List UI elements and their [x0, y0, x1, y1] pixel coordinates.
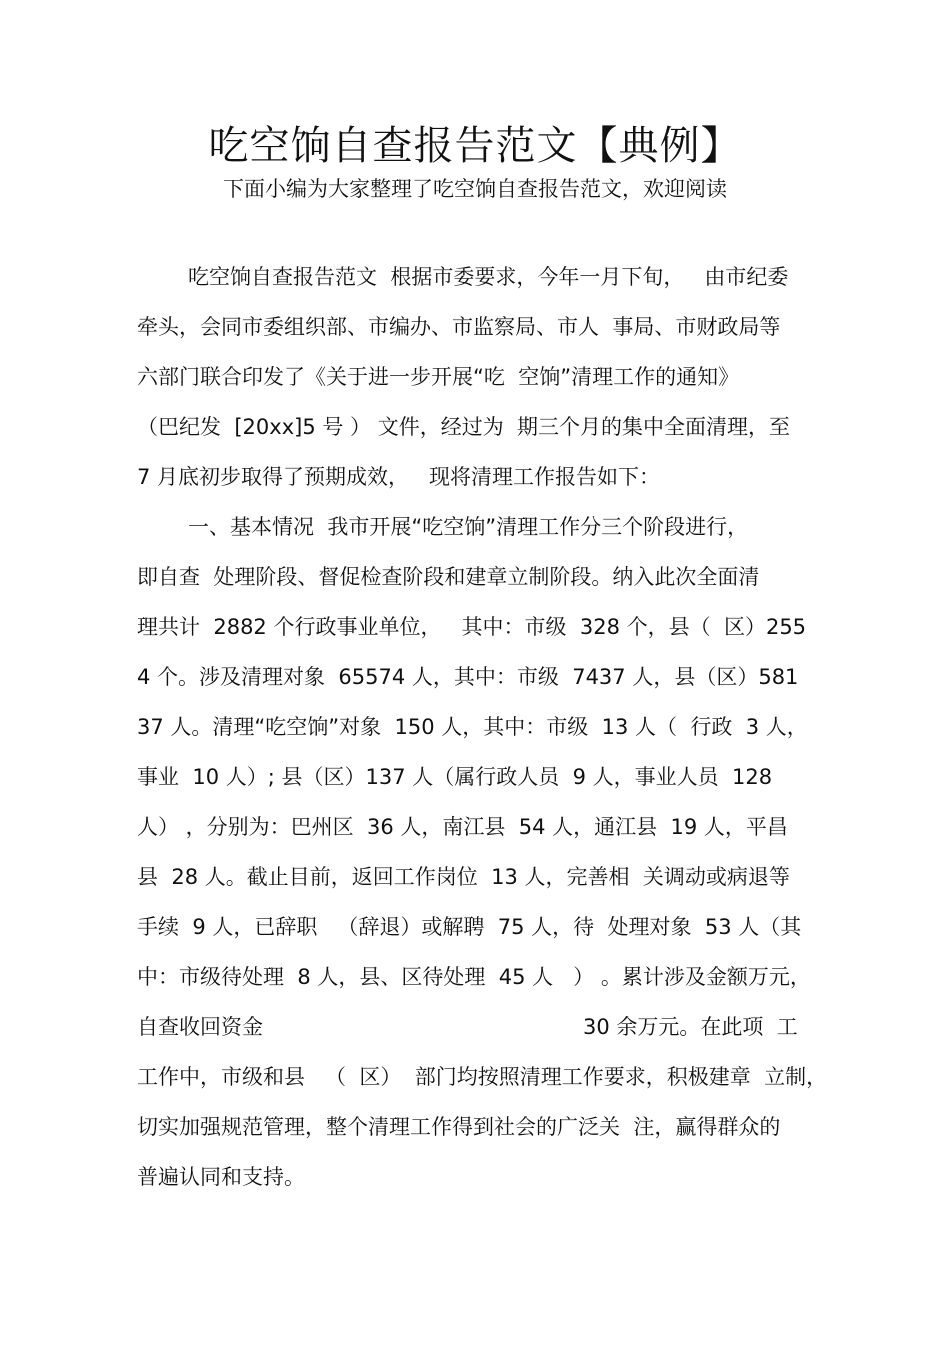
- document-title: 吃空饷自查报告范文【典例】: [208, 123, 742, 169]
- paragraph-line: 中：市级待处理 8 人，县、区待处理 45 人 ） 。累计涉及金额万元，: [137, 965, 811, 989]
- paragraph-line: 手续 9 人，已辞职 （辞退）或解聘 75 人，待 处理对象 53 人（其: [137, 915, 802, 939]
- paragraph-line: 即自查 处理阶段、督促检查阶段和建章立制阶段。纳入此次全面清: [137, 565, 760, 589]
- paragraph-line-continuation: 30 余万元。在此项 工: [583, 1015, 798, 1039]
- paragraph-line: 人） ，分别为：巴州区 36 人，南江县 54 人，通江县 19 人，平昌: [137, 815, 788, 839]
- document-subtitle: 下面小编为大家整理了吃空饷自查报告范文，欢迎阅读: [223, 177, 727, 201]
- paragraph-line: 4 个。涉及清理对象 65574 人，其中：市级 7437 人，县（区）581: [137, 665, 799, 689]
- paragraph-line: 7 月底初步取得了预期成效， 现将清理工作报告如下：: [137, 465, 661, 489]
- paragraph-line: 事业 10 人）; 县（区）137 人（属行政人员 9 人，事业人员 128: [137, 765, 773, 789]
- paragraph-line: 工作中，市级和县 （ 区） 部门均按照清理工作要求，积极建章 立制，: [137, 1065, 828, 1089]
- paragraph-line: 37 人。清理“吃空饷”对象 150 人，其中：市级 13 人（ 行政 3 人，: [137, 715, 808, 739]
- paragraph-line: （巴纪发 [20xx]5 号 ） 文件，经过为 期三个月的集中全面清理，至: [137, 415, 791, 439]
- paragraph-line: 理共计 2882 个行政事业单位， 其中：市级 328 个，县（ 区）255: [137, 615, 807, 639]
- paragraph-line: 普遍认同和支持。: [137, 1165, 305, 1189]
- paragraph-line: 六部门联合印发了《关于进一步开展“吃 空饷”清理工作的通知》: [137, 365, 740, 389]
- paragraph-line: 切实加强规范管理，整个清理工作得到社会的广泛关 注，赢得群众的: [137, 1115, 781, 1139]
- paragraph-line: 吃空饷自查报告范文 根据市委要求，今年一月下旬， 由市纪委: [188, 265, 789, 289]
- paragraph-line: 县 28 人。截止目前，返回工作岗位 13 人，完善相 关调动或病退等: [137, 865, 790, 889]
- paragraph-line: 自查收回资金: [137, 1015, 263, 1039]
- paragraph-line: 一、基本情况 我市开展“吃空饷”清理工作分三个阶段进行，: [188, 515, 749, 539]
- paragraph-line: 牵头，会同市委组织部、市编办、市监察局、市人 事局、市财政局等: [137, 315, 781, 339]
